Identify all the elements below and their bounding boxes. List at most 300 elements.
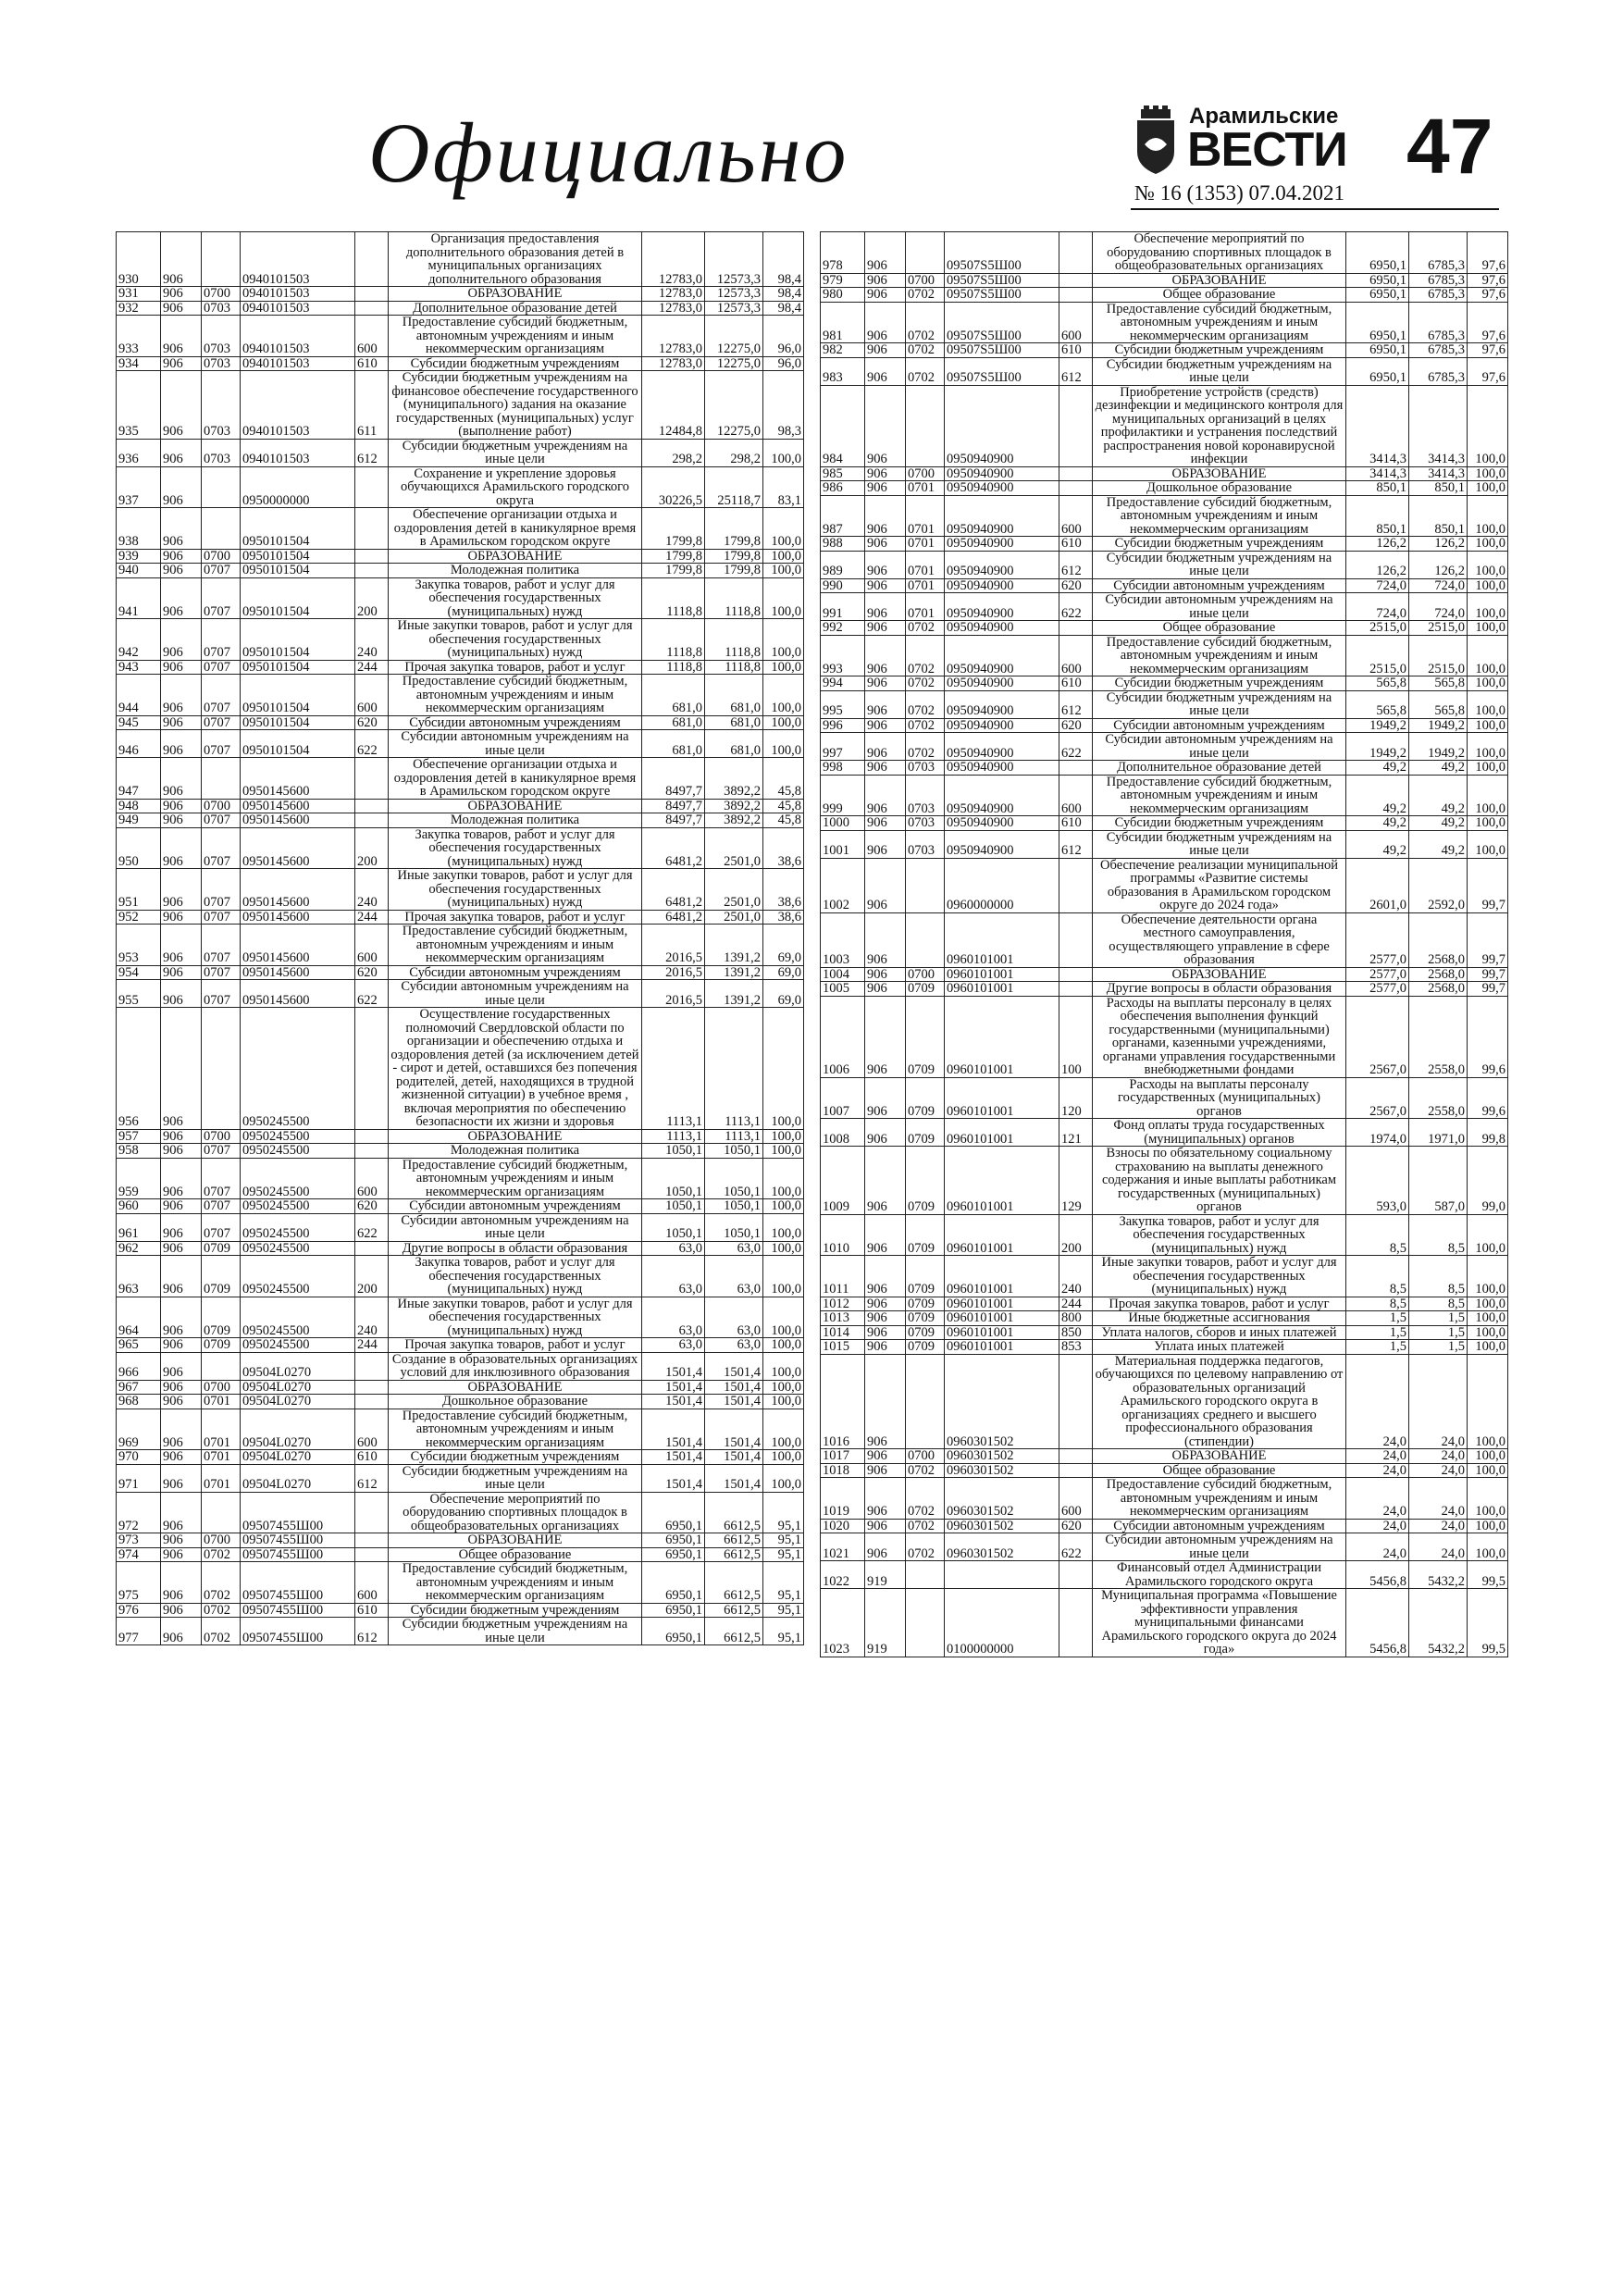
target-code: 0950940900: [945, 761, 1059, 776]
coat-of-arms-icon: [1132, 104, 1180, 178]
target-code: 0940101503: [241, 371, 355, 440]
description: Субсидии бюджетным учреждениям на иные цели: [389, 439, 642, 466]
percent: 100,0: [763, 730, 804, 758]
expense-type: [355, 1380, 389, 1395]
description: ОБРАЗОВАНИЕ: [389, 799, 642, 813]
section-code: 0702: [906, 288, 945, 303]
table-row: [117, 371, 804, 440]
percent: 100,0: [763, 1158, 804, 1199]
table-row: [117, 1492, 804, 1533]
expense-type: 612: [355, 1464, 389, 1492]
actual-amount: 1050,1: [705, 1144, 763, 1159]
expense-type: [355, 1129, 389, 1144]
gr-code: 906: [865, 982, 906, 997]
planned-amount: 1501,4: [642, 1409, 705, 1450]
percent: 100,0: [1468, 1463, 1508, 1478]
expense-type: 600: [355, 1158, 389, 1199]
table-row: [117, 301, 804, 316]
planned-amount: 1050,1: [642, 1144, 705, 1159]
description: Иные закупки товаров, работ и услуг для обеспечения государственных (муниципальных) нужд: [389, 869, 642, 911]
table-row: [117, 675, 804, 716]
expense-type: [1059, 858, 1093, 912]
description: Иные закупки товаров, работ и услуг для обеспечения государственных (муниципальных) нужд: [1093, 1256, 1346, 1297]
row-number: 955: [117, 980, 161, 1008]
actual-amount: 12573,3: [705, 232, 763, 287]
actual-amount: 63,0: [705, 1338, 763, 1353]
table-row: [117, 1352, 804, 1380]
actual-amount: 12275,0: [705, 316, 763, 357]
expense-type: 244: [355, 660, 389, 675]
gr-code: 906: [865, 288, 906, 303]
description: Предоставление субсидий бюджетным, автономным учреждениям и иным некоммерческим организациям: [1093, 775, 1346, 816]
percent: 38,6: [763, 827, 804, 869]
gr-code: 906: [161, 564, 202, 578]
expense-type: 240: [355, 619, 389, 661]
target-code: 0950145600: [241, 965, 355, 980]
target-code: 09504L0270: [241, 1464, 355, 1492]
description: Обеспечение организации отдыха и оздоровления детей в каникулярное время в Арамильском городском округе: [389, 758, 642, 800]
description: Общее образование: [1093, 621, 1346, 636]
target-code: 09504L0270: [241, 1380, 355, 1395]
gr-code: 906: [865, 593, 906, 621]
actual-amount: 1501,4: [705, 1464, 763, 1492]
gr-code: 906: [865, 1478, 906, 1520]
target-code: 09507S5Ш00: [945, 302, 1059, 343]
section-code: 0701: [202, 1450, 241, 1465]
target-code: 0950145600: [241, 925, 355, 966]
section-code: 0701: [906, 578, 945, 593]
expense-type: [1059, 288, 1093, 303]
table-row: [821, 1478, 1508, 1520]
row-number: 969: [117, 1409, 161, 1450]
gr-code: 906: [161, 1199, 202, 1214]
row-number: 959: [117, 1158, 161, 1199]
section-code: 0700: [202, 1380, 241, 1395]
table-row: [821, 593, 1508, 621]
percent: 100,0: [763, 660, 804, 675]
actual-amount: 2558,0: [1409, 1077, 1468, 1119]
section-code: 0709: [202, 1241, 241, 1256]
expense-type: [1059, 621, 1093, 636]
row-number: 963: [117, 1256, 161, 1297]
percent: 45,8: [763, 813, 804, 828]
planned-amount: 1949,2: [1346, 718, 1409, 733]
gr-code: 906: [865, 676, 906, 691]
table-row: [821, 967, 1508, 982]
actual-amount: 587,0: [1409, 1147, 1468, 1215]
section-code: 0702: [202, 1618, 241, 1645]
gr-code: 906: [865, 1340, 906, 1355]
section-code: 0700: [906, 1449, 945, 1464]
gr-code: 906: [161, 730, 202, 758]
section-code: 0702: [906, 1463, 945, 1478]
description: Предоставление субсидий бюджетным, автономным учреждениям и иным некоммерческим организациям: [1093, 1478, 1346, 1520]
description: Субсидии бюджетным учреждениям: [389, 356, 642, 371]
table-row: [821, 1354, 1508, 1449]
table-row: [821, 232, 1508, 274]
table-row: [821, 385, 1508, 466]
planned-amount: 565,8: [1346, 690, 1409, 718]
actual-amount: 3892,2: [705, 799, 763, 813]
table-row: [117, 508, 804, 550]
section-code: 0701: [202, 1409, 241, 1450]
row-number: 1023: [821, 1589, 865, 1657]
section-code: [906, 1354, 945, 1449]
target-code: 0950245500: [241, 1213, 355, 1241]
target-code: 0950145600: [241, 827, 355, 869]
planned-amount: 8497,7: [642, 758, 705, 800]
planned-amount: 8497,7: [642, 813, 705, 828]
description: Иные закупки товаров, работ и услуг для обеспечения государственных (муниципальных) нужд: [389, 1297, 642, 1338]
expense-type: 622: [1059, 733, 1093, 761]
expense-type: [355, 799, 389, 813]
target-code: 0960101001: [945, 1297, 1059, 1311]
planned-amount: 1050,1: [642, 1158, 705, 1199]
target-code: 09507455Ш00: [241, 1547, 355, 1562]
expense-type: 622: [355, 1213, 389, 1241]
section-code: 0707: [202, 980, 241, 1008]
section-code: 0709: [202, 1297, 241, 1338]
expense-type: [355, 466, 389, 508]
issue-line: № 16 (1353) 07.04.2021: [1134, 181, 1345, 205]
actual-amount: 63,0: [705, 1297, 763, 1338]
expense-type: 853: [1059, 1340, 1093, 1355]
percent: 100,0: [1468, 1256, 1508, 1297]
section-code: 0709: [906, 1119, 945, 1147]
actual-amount: 6612,5: [705, 1562, 763, 1604]
row-number: 1006: [821, 996, 865, 1077]
gr-code: 906: [865, 690, 906, 718]
table-row: [117, 564, 804, 578]
actual-amount: 1050,1: [705, 1158, 763, 1199]
actual-amount: 3892,2: [705, 813, 763, 828]
target-code: 0950245500: [241, 1338, 355, 1353]
table-row: [117, 1241, 804, 1256]
row-number: 971: [117, 1464, 161, 1492]
actual-amount: 12275,0: [705, 371, 763, 440]
planned-amount: 850,1: [1346, 495, 1409, 537]
description: Предоставление субсидий бюджетным, автономным учреждениям и иным некоммерческим организациям: [1093, 495, 1346, 537]
target-code: 0950245500: [241, 1144, 355, 1159]
gr-code: 906: [865, 635, 906, 676]
expense-type: [355, 564, 389, 578]
actual-amount: 1949,2: [1409, 733, 1468, 761]
gr-code: 906: [161, 1492, 202, 1533]
table-row: [821, 1589, 1508, 1657]
target-code: 0960301502: [945, 1478, 1059, 1520]
description: Дошкольное образование: [1093, 481, 1346, 496]
gr-code: 906: [865, 830, 906, 858]
description: Прочая закупка товаров, работ и услуг: [389, 1338, 642, 1353]
section-code: 0703: [202, 301, 241, 316]
target-code: 0940101503: [241, 287, 355, 302]
section-code: 0700: [202, 1129, 241, 1144]
row-number: 934: [117, 356, 161, 371]
gr-code: 906: [161, 1241, 202, 1256]
target-code: 0950245500: [241, 1256, 355, 1297]
planned-amount: 6950,1: [642, 1603, 705, 1618]
section-code: 0703: [202, 371, 241, 440]
row-number: 975: [117, 1562, 161, 1604]
description: Субсидии автономным учреждениям: [1093, 718, 1346, 733]
percent: 99,7: [1468, 982, 1508, 997]
row-number: 985: [821, 466, 865, 481]
planned-amount: 6950,1: [1346, 232, 1409, 274]
planned-amount: 12783,0: [642, 232, 705, 287]
gr-code: 906: [161, 758, 202, 800]
percent: 100,0: [1468, 1449, 1508, 1464]
description: Прочая закупка товаров, работ и услуг: [1093, 1297, 1346, 1311]
row-number: 1005: [821, 982, 865, 997]
description: Предоставление субсидий бюджетным, автономным учреждениям и иным некоммерческим организациям: [389, 1409, 642, 1450]
table-row: [821, 1519, 1508, 1533]
actual-amount: 1118,8: [705, 577, 763, 619]
table-row: [117, 287, 804, 302]
description: Предоставление субсидий бюджетным, автономным учреждениям и иным некоммерческим организациям: [1093, 635, 1346, 676]
planned-amount: 5456,8: [1346, 1561, 1409, 1589]
row-number: 932: [117, 301, 161, 316]
planned-amount: 3414,3: [1346, 385, 1409, 466]
planned-amount: 126,2: [1346, 551, 1409, 578]
row-number: 972: [117, 1492, 161, 1533]
actual-amount: 1118,8: [705, 619, 763, 661]
target-code: 0960101001: [945, 996, 1059, 1077]
table-row: [117, 1409, 804, 1450]
row-number: 991: [821, 593, 865, 621]
section-code: [906, 912, 945, 967]
gr-code: 906: [161, 1144, 202, 1159]
row-number: 936: [117, 439, 161, 466]
percent: 100,0: [1468, 690, 1508, 718]
planned-amount: 6950,1: [642, 1492, 705, 1533]
actual-amount: 3892,2: [705, 758, 763, 800]
section-code: 0702: [906, 635, 945, 676]
table-row: [117, 827, 804, 869]
gr-code: 906: [865, 621, 906, 636]
description: Субсидии автономным учреждениям: [389, 715, 642, 730]
percent: 97,6: [1468, 302, 1508, 343]
description: ОБРАЗОВАНИЕ: [1093, 466, 1346, 481]
section-code: 0707: [202, 1158, 241, 1199]
description: Предоставление субсидий бюджетным, автономным учреждениям и иным некоммерческим организациям: [389, 675, 642, 716]
expense-type: [355, 1144, 389, 1159]
target-code: 0950145600: [241, 799, 355, 813]
expense-type: [355, 301, 389, 316]
planned-amount: 2601,0: [1346, 858, 1409, 912]
table-row: [821, 1256, 1508, 1297]
percent: 100,0: [763, 1380, 804, 1395]
gr-code: 906: [161, 660, 202, 675]
target-code: 09507S5Ш00: [945, 273, 1059, 288]
percent: 99,0: [1468, 1147, 1508, 1215]
row-number: 961: [117, 1213, 161, 1241]
target-code: 09504L0270: [241, 1409, 355, 1450]
target-code: 0960101001: [945, 1119, 1059, 1147]
gr-code: 906: [865, 1533, 906, 1561]
expense-type: 622: [355, 980, 389, 1008]
page-number: 47: [1406, 103, 1493, 190]
table-row: [117, 980, 804, 1008]
row-number: 958: [117, 1144, 161, 1159]
percent: 96,0: [763, 316, 804, 357]
section-code: 0700: [202, 287, 241, 302]
actual-amount: 1118,8: [705, 660, 763, 675]
expense-type: 850: [1059, 1325, 1093, 1340]
description: Субсидии бюджетным учреждениям: [1093, 537, 1346, 552]
planned-amount: 8,5: [1346, 1214, 1409, 1256]
planned-amount: 6950,1: [642, 1618, 705, 1645]
row-number: 1002: [821, 858, 865, 912]
gr-code: 906: [161, 1256, 202, 1297]
actual-amount: 1799,8: [705, 549, 763, 564]
table-row: [117, 910, 804, 925]
row-number: 993: [821, 635, 865, 676]
planned-amount: 63,0: [642, 1297, 705, 1338]
table-row: [821, 1119, 1508, 1147]
target-code: 0950101504: [241, 577, 355, 619]
description: Обеспечение реализации муниципальной программы «Развитие системы образования в Арамильском городском округе до 2024 года»: [1093, 858, 1346, 912]
gr-code: 906: [161, 439, 202, 466]
table-row: [821, 481, 1508, 496]
section-code: 0707: [202, 577, 241, 619]
planned-amount: 681,0: [642, 715, 705, 730]
planned-amount: 2577,0: [1346, 982, 1409, 997]
target-code: 0950940900: [945, 578, 1059, 593]
table-row: [821, 1449, 1508, 1464]
gr-code: 906: [865, 357, 906, 385]
actual-amount: 5432,2: [1409, 1561, 1468, 1589]
gr-code: 906: [865, 302, 906, 343]
target-code: 0940101503: [241, 301, 355, 316]
target-code: 0960101001: [945, 1340, 1059, 1355]
planned-amount: 8497,7: [642, 799, 705, 813]
target-code: 0950940900: [945, 466, 1059, 481]
section-code: 0709: [906, 1147, 945, 1215]
target-code: 0940101503: [241, 356, 355, 371]
section-code: [202, 758, 241, 800]
table-row: [821, 1463, 1508, 1478]
row-number: 949: [117, 813, 161, 828]
row-number: 937: [117, 466, 161, 508]
actual-amount: 12573,3: [705, 301, 763, 316]
actual-amount: 2592,0: [1409, 858, 1468, 912]
expense-type: 600: [1059, 635, 1093, 676]
actual-amount: 6612,5: [705, 1618, 763, 1645]
actual-amount: 63,0: [705, 1241, 763, 1256]
description: Предоставление субсидий бюджетным, автономным учреждениям и иным некоммерческим организациям: [389, 1562, 642, 1604]
table-row: [117, 799, 804, 813]
expense-type: 200: [355, 827, 389, 869]
section-code: 0700: [202, 549, 241, 564]
target-code: 0940101503: [241, 439, 355, 466]
section-code: 0703: [906, 775, 945, 816]
table-row: [117, 577, 804, 619]
gr-code: 906: [161, 577, 202, 619]
target-code: 0950245500: [241, 1158, 355, 1199]
gr-code: 906: [865, 1354, 906, 1449]
actual-amount: 2568,0: [1409, 967, 1468, 982]
actual-amount: 24,0: [1409, 1463, 1468, 1478]
planned-amount: 6950,1: [642, 1562, 705, 1604]
table-row: [117, 715, 804, 730]
table-row: [821, 718, 1508, 733]
target-code: 0960000000: [945, 858, 1059, 912]
actual-amount: 49,2: [1409, 816, 1468, 831]
target-code: 0950000000: [241, 466, 355, 508]
gr-code: 906: [161, 1008, 202, 1130]
description: Обеспечение мероприятий по оборудованию спортивных площадок в общеобразовательных организациях: [389, 1492, 642, 1533]
planned-amount: 63,0: [642, 1256, 705, 1297]
actual-amount: 1050,1: [705, 1199, 763, 1214]
section-code: 0709: [906, 1340, 945, 1355]
actual-amount: 1501,4: [705, 1409, 763, 1450]
actual-amount: 6785,3: [1409, 288, 1468, 303]
actual-amount: 565,8: [1409, 676, 1468, 691]
section-code: [202, 1492, 241, 1533]
table-row: [117, 965, 804, 980]
actual-amount: 6785,3: [1409, 357, 1468, 385]
target-code: 0950940900: [945, 733, 1059, 761]
description: Обеспечение мероприятий по оборудованию спортивных площадок в общеобразовательных организациях: [1093, 232, 1346, 274]
planned-amount: 1,5: [1346, 1325, 1409, 1340]
description: Расходы на выплаты персоналу в целях обеспечения выполнения функций государственными (муниципальными) органами, казенными учреждениями, органами управления государственными внебюджетными фондами: [1093, 996, 1346, 1077]
planned-amount: 12783,0: [642, 356, 705, 371]
expense-type: 240: [355, 869, 389, 911]
planned-amount: 3414,3: [1346, 466, 1409, 481]
actual-amount: 1113,1: [705, 1008, 763, 1130]
percent: 100,0: [1468, 775, 1508, 816]
expense-type: 600: [355, 316, 389, 357]
table-row: [117, 1158, 804, 1199]
target-code: 0950940900: [945, 775, 1059, 816]
row-number: 996: [821, 718, 865, 733]
table-row: [821, 830, 1508, 858]
expense-type: 600: [1059, 775, 1093, 816]
description: Субсидии бюджетным учреждениям: [1093, 676, 1346, 691]
description: Субсидии бюджетным учреждениям на иные цели: [389, 1464, 642, 1492]
row-number: 940: [117, 564, 161, 578]
target-code: 0950101504: [241, 660, 355, 675]
percent: 100,0: [1468, 593, 1508, 621]
row-number: 978: [821, 232, 865, 274]
gr-code: 906: [865, 1147, 906, 1215]
description: Субсидии автономным учреждениям на иные цели: [1093, 733, 1346, 761]
percent: 96,0: [763, 356, 804, 371]
target-code: 0950940900: [945, 385, 1059, 466]
gr-code: 906: [865, 967, 906, 982]
expense-type: 620: [1059, 1519, 1093, 1533]
planned-amount: 6950,1: [642, 1533, 705, 1548]
expense-type: [355, 1008, 389, 1130]
actual-amount: 126,2: [1409, 537, 1468, 552]
table-row: [821, 690, 1508, 718]
percent: 100,0: [1468, 1478, 1508, 1520]
section-code: 0701: [906, 481, 945, 496]
percent: 100,0: [763, 619, 804, 661]
actual-amount: 298,2: [705, 439, 763, 466]
row-number: 1010: [821, 1214, 865, 1256]
planned-amount: 6950,1: [1346, 273, 1409, 288]
percent: 100,0: [1468, 830, 1508, 858]
planned-amount: 49,2: [1346, 830, 1409, 858]
row-number: 938: [117, 508, 161, 550]
percent: 100,0: [763, 1338, 804, 1353]
planned-amount: 593,0: [1346, 1147, 1409, 1215]
newspaper-logo: [1132, 104, 1347, 178]
planned-amount: 2016,5: [642, 925, 705, 966]
table-row: [821, 1311, 1508, 1326]
percent: 97,6: [1468, 343, 1508, 358]
